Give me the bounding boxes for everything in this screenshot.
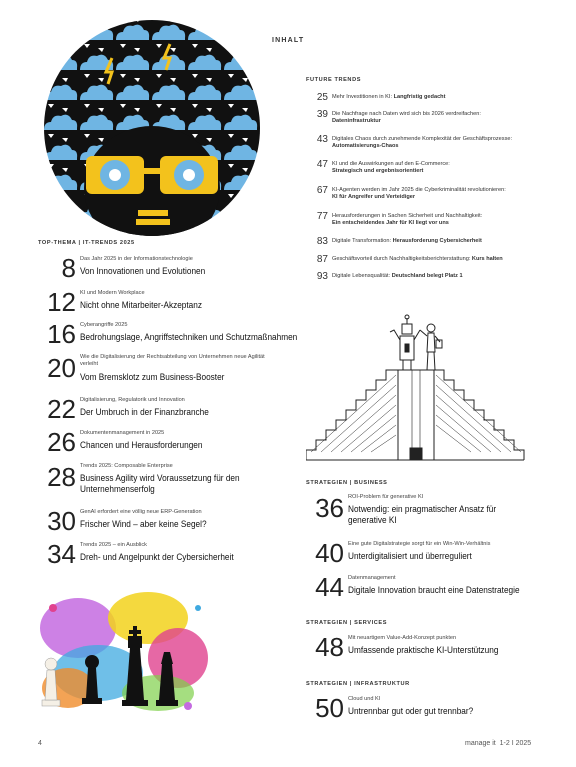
page-number: 12: [47, 287, 76, 317]
page-number: 25: [316, 92, 328, 103]
entry-title: Von Innovationen und Evolutionen: [80, 266, 206, 277]
chess-paint-illustration: [38, 588, 210, 718]
page-number: 28: [47, 462, 76, 492]
page-number: 40: [315, 538, 344, 568]
entry-kicker: Datenmanagement: [348, 575, 396, 581]
entry-text: KI und die Auswirkungen auf den E-Commerce: Strategisch und ergebnisorientiert: [332, 161, 450, 175]
page-title: INHALT: [272, 37, 305, 44]
entry-kicker: Mit neuartigem Value-Add-Konzept punkten: [348, 635, 457, 641]
page-number: 20: [47, 353, 76, 383]
entry-kicker: Cyberangriffe 2025: [80, 322, 128, 328]
entry-text: Herausforderungen in Sachen Sicherheit und Nachhaltigkeit: Ein entscheidendes Jahr für KI liegt vor uns: [332, 213, 483, 227]
page-number: 30: [47, 506, 76, 536]
entry-text: Geschäftsvorteil durch Nachhaltigkeitsberichterstattung: Kurs halten: [332, 256, 503, 262]
staircase-robot-illustration: [306, 300, 526, 468]
page-number: 50: [315, 693, 344, 723]
page-number: 44: [315, 572, 344, 602]
entry-title: Vom Bremsklotz zum Business-Booster: [80, 372, 225, 383]
entry-title: Untrennbar gut oder gut trennbar?: [348, 706, 474, 717]
entry-kicker: Trends 2025: Composable Enterprise: [80, 463, 173, 469]
entry-kicker: Digitalisierung, Regulatorik und Innovation: [80, 397, 185, 403]
page-number: 47: [316, 159, 328, 170]
entry-text: KI-Agenten werden im Jahr 2025 die Cyberkriminalität revolutionieren: KI für Angreifer und Verteidiger: [332, 187, 506, 201]
entry-kicker: Cloud und KI: [348, 696, 381, 702]
entry-kicker: GenAI erfordert eine völlig neue ERP-Generation: [80, 509, 202, 515]
page-number: 36: [315, 493, 344, 523]
entry-title: Notwendig: ein pragmatischer Ansatz für generative KI: [348, 504, 497, 526]
footer-page-number: 4: [38, 740, 42, 747]
page-number: 22: [47, 394, 76, 424]
page-number: 8: [61, 253, 76, 283]
entry-title: Der Umbruch in der Finanzbranche: [80, 407, 209, 418]
section-label-strategien-business: STRATEGIEN | BUSINESS: [306, 480, 388, 486]
section-label-strategien-services: STRATEGIEN | SERVICES: [306, 620, 388, 626]
entry-title: Chancen und Herausforderungen: [80, 440, 203, 451]
page-number: 48: [315, 632, 344, 662]
entry-title: Digitale Innovation braucht eine Datenstrategie: [348, 585, 520, 596]
section-label-strategien-infrastruktur: STRATEGIEN | INFRASTRUKTUR: [306, 681, 410, 687]
entry-title: Bedrohungslage, Angriffstechniken und Schutzmaßnahmen: [80, 332, 298, 343]
page-number: 67: [316, 185, 328, 196]
entry-title: Business Agility wird Voraussetzung für den Unternehmenserfolg: [80, 473, 240, 495]
section-label-top-thema: TOP-THEMA | IT-TRENDS 2025: [38, 240, 135, 246]
page-number: 34: [47, 539, 76, 569]
entry-kicker: Dokumentenmanagement in 2025: [80, 430, 165, 436]
entry-kicker: Trends 2025 – ein Ausblick: [80, 542, 147, 548]
page-number: 26: [47, 427, 76, 457]
entry-kicker: Das Jahr 2025 in der Informationstechnologie: [80, 256, 193, 262]
entry-kicker: Wie die Digitalisierung der Rechtsabteilung von Unternehmen neue Agilität verleiht: [80, 354, 265, 367]
entry-text: Digitale Lebensqualität: Deutschland belegt Platz 1: [332, 273, 463, 279]
footer-magazine-issue: manage it 1-2 I 2025: [465, 740, 532, 747]
entry-text: Digitale Transformation: Herausforderung Cybersicherheit: [332, 238, 482, 244]
entry-title: Unterdigitalisiert und überreguliert: [348, 551, 472, 562]
page-number: 39: [316, 109, 328, 120]
page-number: 93: [316, 271, 328, 282]
page-number: 43: [316, 134, 328, 145]
cover-illustration-circle: [42, 18, 262, 238]
entry-title: Frischer Wind – aber keine Segel?: [80, 519, 207, 530]
entry-text: Mehr Investitionen in KI: Langfristig gedacht: [332, 94, 446, 100]
entry-kicker: Eine gute Digitalstrategie sorgt für ein Win-Win-Verhältnis: [348, 541, 491, 547]
page-number: 87: [316, 254, 328, 265]
section-label-future-trends: FUTURE TRENDS: [306, 77, 362, 83]
entry-text: Die Nachfrage nach Daten wird sich bis 2026 verdreifachen: Dateninfrastruktur: [332, 111, 481, 125]
entry-title: Umfassende praktische KI-Unterstützung: [348, 645, 499, 656]
page-number: 16: [47, 319, 76, 349]
entry-kicker: KI und Modern Workplace: [80, 290, 145, 296]
entry-title: Dreh- und Angelpunkt der Cybersicherheit: [80, 552, 234, 563]
entry-title: Nicht ohne Mitarbeiter-Akzeptanz: [80, 300, 202, 311]
entry-kicker: ROI-Problem für generative KI: [348, 494, 424, 500]
page-number: 83: [316, 236, 328, 247]
page-number: 77: [316, 211, 328, 222]
entry-text: Digitales Chaos durch zunehmende Komplexität der Geschäftsprozesse: Automatisierungs-Chaos: [332, 136, 513, 150]
